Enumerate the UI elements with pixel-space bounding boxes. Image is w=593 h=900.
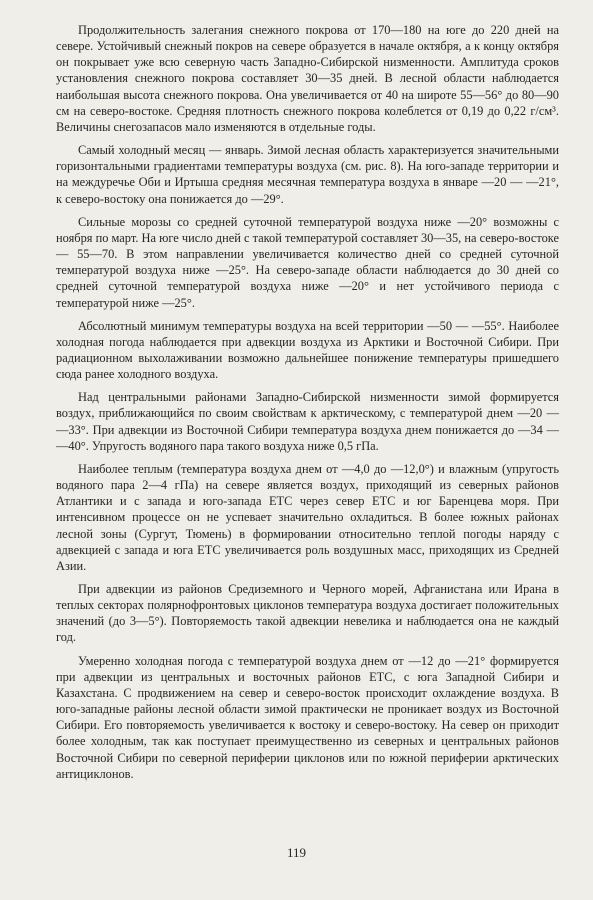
paragraph-3: Сильные морозы со средней суточной температурой воздуха ниже —20° возможны с ноября по март. На юге число дней с такой температурой составляет 30—35, на северо-востоке — 55—70. В этом направлении увеличивается количество дней со средней суточной температурой воздуха ниже —25°. На северо-западе области наблюдается до 30 дней со средней суточной температурой воздуха ниже —20° и нет устойчивого периода с температурой ниже —25°. (56, 214, 559, 310)
paragraph-7: При адвекции из районов Средиземного и Черного морей, Афганистана или Ирана в теплых секторах полярнофронтовых циклонов температура воздуха достигает положительных значений (до 3—5°). Повторяемость такой адвекции невелика и наблюдается она не каждый год. (56, 582, 559, 645)
paragraph-1: Продолжительность залегания снежного покрова от 170—180 на юге до 220 дней на севере. Устойчивый снежный покров на севере образуется в начале октября, а к концу октября он покрывает уже всю северную часть Западно-Сибирской низменности. Амплитуда сроков установления снежного покрова составляет 30—35 дней. В лесной области наблюдается наибольшая высота снежного покрова. Она увеличивается от 40 на широте 55—56° до 80—90 см на северо-востоке. Средняя плотность снежного покрова колеблется от 0,19 до 0,22 г/см³. Величины снегозапасов мало изменяются в отдельные годы. (56, 23, 559, 134)
paragraph-8: Умеренно холодная погода с температурой воздуха днем от —12 до —21° формируется при адвекции из центральных и восточных районов ЕТС, с юга Западной Сибири и Казахстана. С продвижением на север и северо-восток происходит охлаждение воздуха. В юго-западные районы лесной области зимой практически не проникает воздух из Восточной Сибири. Его повторяемость увеличивается к востоку и северо-востоку. На север он приходит более холодным, так как поступает преимущественно из северных и центральных районов Восточной Сибири по северной периферии циклонов или по южной периферии арктических антициклонов. (56, 653, 559, 781)
paragraph-6: Наиболее теплым (температура воздуха днем от —4,0 до —12,0°) и влажным (упругость водяного пара 2—4 гПа) на севере является воздух, приходящий из северных районов Атлантики и с запада и юго-запада ЕТС через север ЕТС и юг Баренцева моря. При интенсивном процессе он не успевает значительно охладиться. В более южных районах лесной зоны (Сургут, Тюмень) в формировании относительно теплой погоды наряду с адвекцией с запада и юга ЕТС увеличивается роль воздушных масс, приходящих из Средней Азии. (56, 461, 559, 573)
paragraph-4: Абсолютный минимум температуры воздуха на всей территории —50 — —55°. Наиболее холодная погода наблюдается при адвекции воздуха из Арктики и Восточной Сибири. При радиационном выхолаживании возможно дальнейшее понижение температуры пришедшего сюда ранее холодного воздуха. (56, 318, 559, 382)
page-number: 119 (286, 845, 307, 860)
paragraph-2: Самый холодный месяц — январь. Зимой лесная область характеризуется значительными горизонтальными градиентами температуры воздуха (см. рис. 8). На юго-западе территории и на междуречье Оби и Иртыша средняя месячная температура воздуха в январе —20 — —21°, к северо-востоку она понижается до —29°. (56, 143, 559, 206)
page-text (56, 22, 559, 789)
paragraph-5: Над центральными районами Западно-Сибирской низменности зимой формируется воздух, приближающийся по своим свойствам к арктическому, с температурой днем —20 — —33°. При адвекции из Восточной Сибири температура воздуха днем понижается до —34 — —40°. Упругость водяного пара такого воздуха ниже 0,5 гПа. (56, 390, 559, 453)
